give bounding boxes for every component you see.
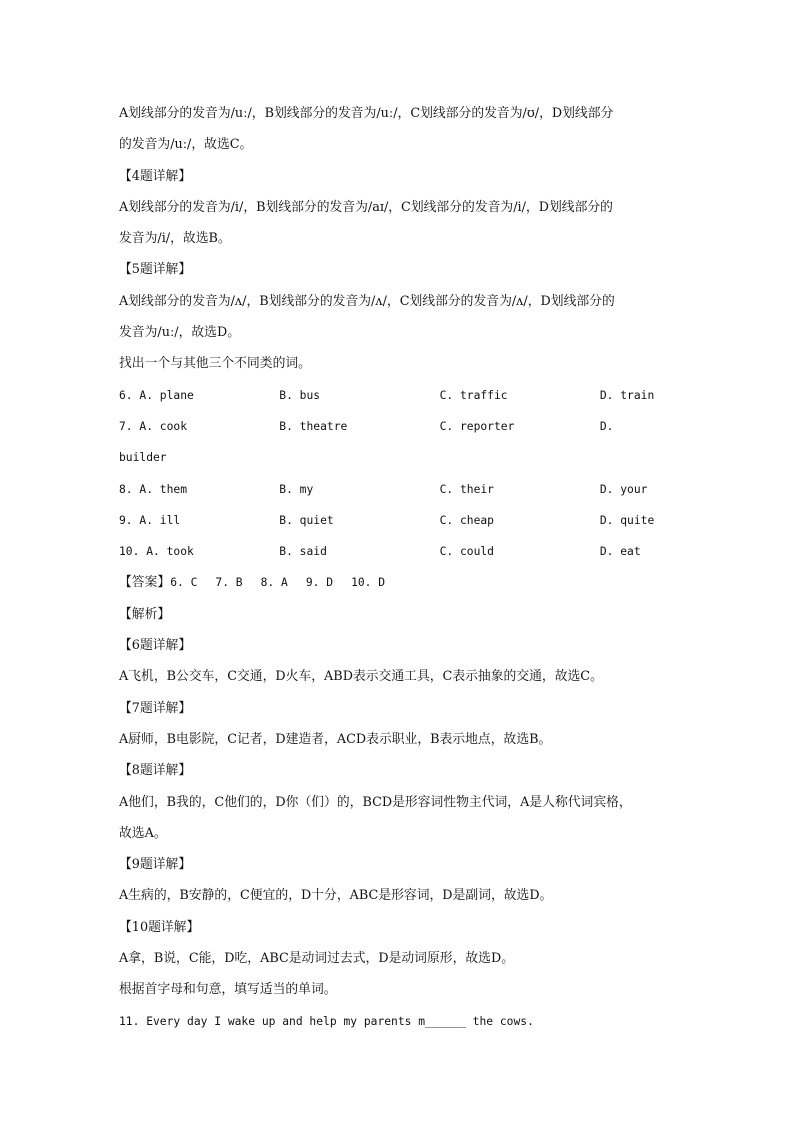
option-d: D. eat: [599, 545, 641, 559]
q5-explanation-line: A划线部分的发音为/ʌ/，B划线部分的发音为/ʌ/，C划线部分的发音为/ʌ/，D划线部分的: [119, 293, 615, 309]
option-c: C. traffic: [439, 388, 508, 402]
q4-explanation-line: A划线部分的发音为/i/，B划线部分的发音为/aɪ/，C划线部分的发音为/i/，D划线部分的: [119, 199, 613, 215]
q7-explanation-line: A厨师，B电影院，C记者，D建造者，ACD表示职业，B表示地点，故选B。: [119, 731, 552, 747]
q4-explanation-line: 发音为/i/，故选B。: [119, 231, 231, 247]
q8-explanation-line: A他们，B我的，C他们的，D你（们）的，BCD是形容词性物主代词，A是人称代词宾格，: [119, 794, 632, 810]
option-b: B. said: [279, 545, 327, 559]
answer-item: 6. C: [170, 576, 198, 590]
option-d-wrap: builder: [119, 451, 167, 465]
option-b: B. theatre: [279, 419, 348, 433]
q9-heading: 【9题详解】: [119, 857, 192, 873]
q7-heading: 【7题详解】: [119, 700, 192, 716]
explanation-line: A划线部分的发音为/uː/，B划线部分的发音为/uː/，C划线部分的发音为/ʊ/，D划线部分: [119, 106, 614, 121]
document-page: [119, 98, 679, 1037]
option-a: 10. A. took: [119, 545, 194, 559]
section-instruction: 根据首字母和句意，填写适当的单词。: [119, 982, 337, 998]
option-c: C. cheap: [439, 513, 494, 527]
option-d: D. your: [599, 482, 648, 496]
option-a: 8. A. them: [119, 482, 188, 496]
answer-item: 7. B: [215, 576, 243, 590]
answer-item: 10. D: [351, 576, 386, 590]
q8-explanation-line: 故选A。: [119, 825, 167, 841]
answer-item: 9. D: [305, 576, 334, 590]
analysis-heading: 【解析】: [119, 606, 171, 622]
q6-heading: 【6题详解】: [119, 638, 192, 654]
question-row: [119, 411, 679, 442]
question-row: [119, 474, 679, 505]
option-d: D. quite: [599, 513, 655, 527]
option-d: D.: [599, 419, 614, 433]
explanation-line: 的发音为/uː/，故选C。: [119, 137, 253, 153]
answer-line: [119, 567, 679, 598]
option-a: 9. A. ill: [119, 513, 181, 527]
question-11: 11. Every day I wake up and help my parents m______ the cows.: [119, 1014, 534, 1028]
question-row: [119, 536, 679, 567]
option-d: D. train: [599, 388, 655, 402]
q4-heading: 【4题详解】: [119, 168, 192, 184]
q6-explanation-line: A飞机，B公交车，C交通，D火车，ABD表示交通工具，C表示抽象的交通，故选C。: [119, 669, 603, 685]
question-row: [119, 380, 679, 411]
option-a: 6. A. plane: [119, 388, 194, 402]
answer-label: 【答案】: [119, 575, 171, 591]
q9-explanation-line: A生病的，B安静的，C便宜的，D十分，ABC是形容词，D是副词，故选D。: [119, 888, 553, 904]
section-instruction: 找出一个与其他三个不同类的词。: [119, 356, 311, 372]
question-row: [119, 505, 679, 536]
option-c: C. could: [439, 545, 494, 559]
q10-heading: 【10题详解】: [119, 919, 200, 935]
q5-heading: 【5题详解】: [119, 262, 192, 278]
q5-explanation-line: 发音为/uː/，故选D。: [119, 325, 241, 341]
answer-item: 8. A: [260, 576, 288, 590]
option-b: B. quiet: [279, 513, 334, 527]
option-c: C. reporter: [439, 419, 515, 433]
option-c: C. their: [439, 482, 494, 496]
option-b: B. my: [279, 482, 314, 496]
option-b: B. bus: [279, 388, 321, 402]
option-a: 7. A. cook: [119, 419, 188, 433]
q10-explanation-line: A拿，B说，C能，D吃，ABC是动词过去式，D是动词原形，故选D。: [119, 951, 515, 967]
q8-heading: 【8题详解】: [119, 763, 192, 779]
